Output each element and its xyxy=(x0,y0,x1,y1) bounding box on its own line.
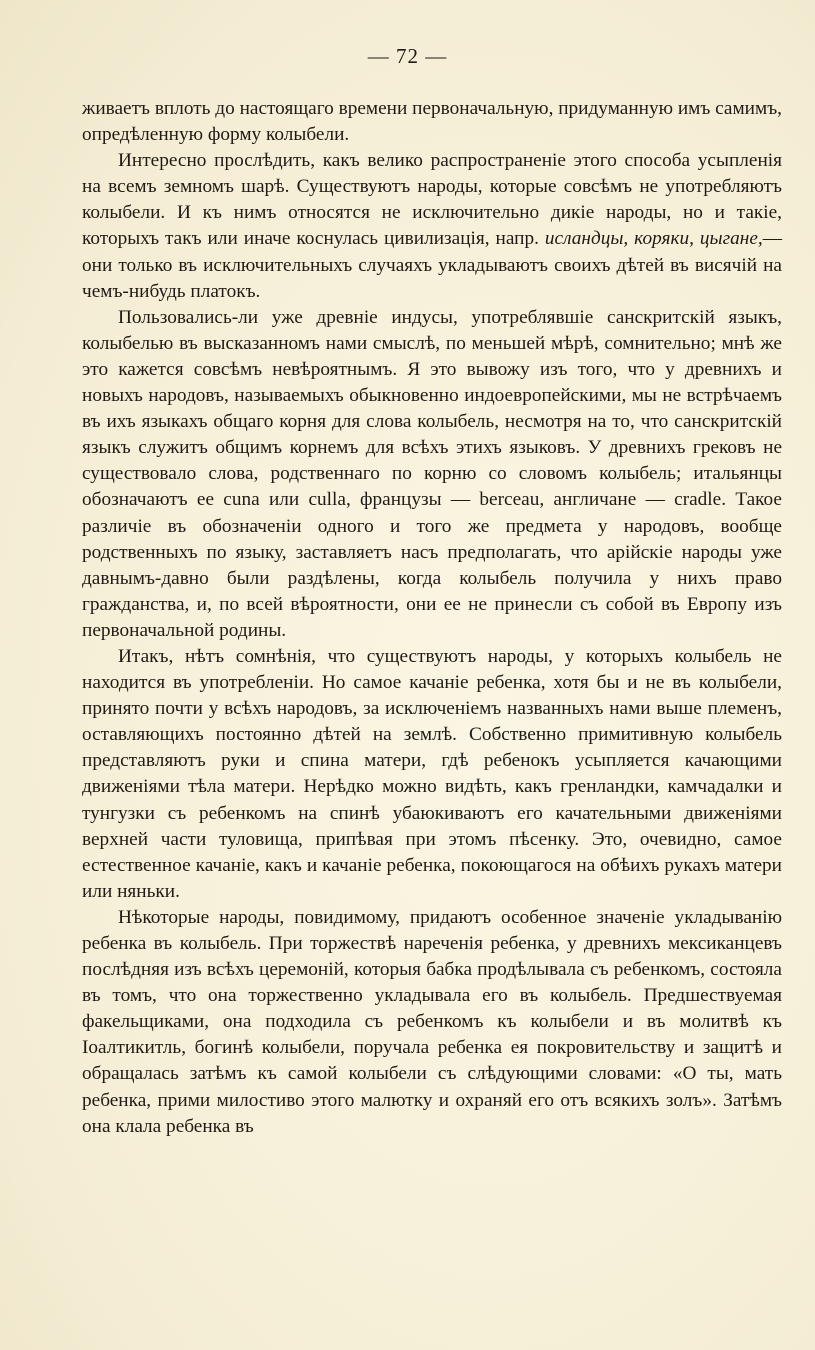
paragraph-2 xyxy=(82,148,782,305)
paragraph-5: Нѣкоторые народы, повидимому, придаютъ особенное значеніе укладыванію ребенка въ колыбель. При торжествѣ нареченія ребенка, у древнихъ мексиканцевъ послѣдняя изъ всѣхъ церемоній, которыя бабка продѣлывала съ ребенкомъ, состояла въ томъ, что она торжественно укладывала его въ колыбель. Предшествуемая факельщиками, она подходила съ ребенкомъ къ колыбели и въ молитвѣ къ Іоалтикитль, богинѣ колыбели, поручала ребенка ея покровительству и защитѣ и обращалась затѣмъ къ самой колыбели съ слѣдующими словами: «О ты, мать ребенка, прими милостиво этого малютку и охраняй его отъ всякихъ золъ». Затѣмъ она клала ребенка въ xyxy=(82,906,782,1137)
paragraph-2-italic-peoples: исландцы, коряки, цыгане, xyxy=(544,228,763,250)
paragraph-4: Итакъ, нѣтъ сомнѣнія, что существуютъ народы, у которыхъ колыбель не находится въ употребленіи. Но самое качаніе ребенка, хотя бы и не въ колыбели, принято почти у всѣхъ народовъ, за исключеніемъ названныхъ нами выше племенъ, оставляющихъ постоянно дѣтей на землѣ. Собственно примитивную колыбель представляютъ руки и спина матери, гдѣ ребенокъ усыпляется качающими движеніями тѣла матери. Нерѣдко можно видѣть, какъ гренландки, камчадалки и тунгузки съ ребенкомъ на спинѣ убаюкиваютъ его качательными движеніями верхней части туловища, припѣвая при этомъ пѣсенку. Это, очевидно, самое естественное качаніе, какъ и качаніе ребенка, покоющагося на обѣихъ рукахъ матери или няньки. xyxy=(82,645,782,902)
paragraph-2-text-after: —они только въ исключительныхъ случаяхъ укладываютъ своихъ дѣтей въ висячій на чемъ-нибудь платокъ. xyxy=(82,228,782,302)
paragraph-1: живаетъ вплоть до настоящаго времени первоначальную, придуманную имъ самимъ, опредѣленную форму колыбели. xyxy=(82,98,782,146)
body-text xyxy=(82,96,782,1140)
page-number: — 72 — xyxy=(367,44,448,68)
paragraph-3: Пользовались-ли уже древніе индусы, употреблявшіе санскритскій языкъ, колыбелью въ высказанномъ нами смыслѣ, по меньшей мѣрѣ, сомнительно; мнѣ же это кажется совсѣмъ невѣроятнымъ. Я это вывожу изъ того, что у древнихъ и новыхъ народовъ, называемыхъ обыкновенно индоевропейскими, мы не встрѣчаемъ въ ихъ языкахъ общаго корня для слова колыбель, несмотря на то, что санскритскій языкъ служитъ общимъ корнемъ для всѣхъ этихъ языковъ. У древнихъ грековъ не существовало слова, родственнаго по корню со словомъ колыбель; итальянцы обозначаютъ ее cuna или culla, французы — berceau, англичане — cradle. Такое различіе въ обозначеніи одного и того же предмета у народовъ, вообще родственныхъ по языку, заставляетъ насъ предполагать, что арійскіе народы уже давнымъ-давно были раздѣлены, когда колыбель получила у нихъ право гражданства, и, по всей вѣроятности, они ее не принесли съ собой въ Европу изъ первоначальной родины. xyxy=(82,306,782,641)
paragraph-2-text-before: Интересно прослѣдить, какъ велико распространеніе этого способа усыпленія на всемъ земномъ шарѣ. Существуютъ народы, которые совсѣмъ не употребляютъ колыбели. И къ нимъ относятся не исключительно дикіе народы, но и такіе, которыхъ такъ или иначе коснулась цивилизація, напр. xyxy=(82,150,782,250)
